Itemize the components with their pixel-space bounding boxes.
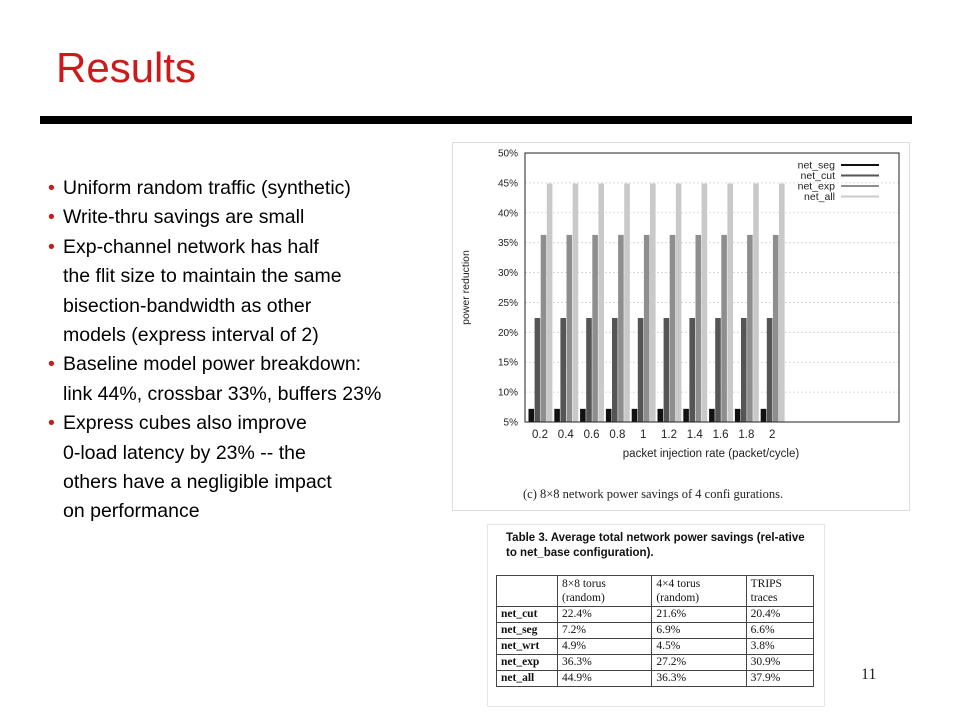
chart-canvas [453, 143, 909, 510]
slide-title: Results [56, 44, 197, 91]
bar [741, 318, 747, 422]
bar [721, 235, 727, 422]
plot-frame [525, 153, 899, 422]
power-savings-chart [452, 142, 910, 511]
bullet-dot-icon: • [48, 412, 55, 435]
bullet-line [48, 409, 468, 438]
bullet-line [48, 350, 468, 379]
bullet-list [48, 174, 468, 527]
bar [753, 183, 759, 422]
bar [573, 183, 579, 422]
bullet-text: the flit size to maintain the same [63, 265, 342, 288]
bullet-line [48, 439, 468, 468]
legend-label: net_exp [797, 180, 835, 193]
y-tick-label: 35% [497, 238, 518, 250]
bar [650, 183, 656, 422]
title-divider [40, 116, 912, 124]
bar [670, 235, 676, 422]
table-column-header: TRIPS traces [746, 576, 813, 607]
table-caption: Table 3. Average total network power savings (rel-ative to net_base configuration). [506, 532, 805, 559]
table-value-cell: 30.9% [746, 655, 813, 671]
bar [664, 318, 670, 422]
table-value-cell: 6.6% [746, 623, 813, 639]
bar [554, 409, 560, 422]
bar [644, 235, 650, 422]
y-tick-label: 25% [497, 297, 518, 309]
x-tick-label: 1.6 [712, 429, 729, 441]
bar [535, 318, 541, 422]
bullet-dot-icon: • [48, 353, 55, 376]
bar [676, 183, 682, 422]
table-value-cell: 22.4% [558, 607, 652, 623]
bar [747, 235, 753, 422]
bullet-dot-icon: • [48, 235, 55, 258]
bar [735, 409, 741, 422]
bar [632, 409, 638, 422]
bar [689, 318, 695, 422]
bullet-line [48, 321, 468, 350]
x-tick-label: 2 [768, 429, 776, 441]
table-value-cell: 36.3% [558, 655, 652, 671]
bar [727, 183, 733, 422]
table-column-header: 4×4 torus (random) [652, 576, 746, 607]
legend-label: net_seg [797, 159, 835, 172]
y-tick-label: 10% [497, 387, 518, 399]
bar [779, 183, 785, 422]
bullet-text: bisection-bandwidth as other [63, 294, 312, 317]
table-value-cell: 3.8% [746, 639, 813, 655]
table-value-cell: 7.2% [558, 623, 652, 639]
bar [598, 183, 604, 422]
bar [696, 235, 702, 422]
page-number: 11 [861, 666, 877, 683]
bar [683, 409, 689, 422]
legend-label: net_all [804, 191, 835, 203]
bar [624, 183, 630, 422]
table-value-cell: 36.3% [652, 671, 746, 687]
results-table-figure [487, 524, 825, 707]
bullet-line [48, 233, 468, 262]
bar [767, 318, 773, 422]
bullet-line [48, 380, 468, 409]
bullet-text: Write-thru savings are small [63, 206, 305, 229]
legend-label: net_cut [800, 170, 835, 182]
x-tick-label: 1.4 [686, 429, 703, 441]
x-tick-label: 0.6 [583, 429, 600, 441]
bar [618, 235, 624, 422]
y-tick-label: 50% [497, 148, 518, 160]
table-value-cell: 27.2% [652, 655, 746, 671]
table-config-cell: net_wrt [497, 639, 558, 655]
bar [709, 409, 715, 422]
table-value-cell: 4.5% [652, 639, 746, 655]
table-value-cell: 4.9% [558, 639, 652, 655]
bar [606, 409, 612, 422]
bar [773, 235, 779, 422]
bar [586, 318, 592, 422]
table-row [497, 607, 814, 623]
bar [702, 183, 708, 422]
bullet-dot-icon: • [48, 206, 55, 229]
x-axis-label: packet injection rate (packet/cycle) [622, 448, 800, 460]
table-row [497, 655, 814, 671]
table-row [497, 639, 814, 655]
table-value-cell: 20.4% [746, 607, 813, 623]
x-tick-label: 0.2 [532, 429, 548, 441]
y-tick-label: 20% [497, 327, 518, 339]
bullet-text: models (express interval of 2) [63, 324, 319, 347]
bar [541, 235, 547, 422]
table-value-cell: 37.9% [746, 671, 813, 687]
bullet-text: Uniform random traffic (synthetic) [63, 177, 351, 199]
chart-caption: (c) 8×8 network power savings of 4 confi gurations. [523, 487, 784, 501]
bullet-line [48, 497, 468, 526]
bullet-text: link 44%, crossbar 33%, buffers 23% [63, 382, 382, 405]
x-tick-label: 0.4 [557, 429, 574, 441]
bullet-text: 0-load latency by 23% -- the [63, 441, 306, 464]
bullet-text: Express cubes also improve [63, 412, 307, 435]
bullet-text: others have a negligible impact [63, 471, 332, 494]
bullet-text: on performance [63, 500, 200, 523]
bullet-dot-icon: • [48, 177, 55, 199]
bullet-line [48, 292, 468, 321]
table-config-cell: net_seg [497, 623, 558, 639]
power-savings-table [496, 575, 814, 687]
table-value-cell: 21.6% [652, 607, 746, 623]
y-tick-label: 45% [497, 178, 518, 190]
bullet-line [48, 203, 468, 232]
table-row [497, 671, 814, 687]
bar [761, 409, 767, 422]
table-config-cell: net_all [497, 671, 558, 687]
bar [529, 409, 535, 422]
bar [658, 409, 664, 422]
x-tick-label: 1.2 [661, 429, 677, 441]
bar [592, 235, 598, 422]
bar [560, 318, 566, 422]
table-row [497, 623, 814, 639]
bullet-text: Exp-channel network has half [63, 235, 319, 258]
table-config-cell: net_cut [497, 607, 558, 623]
table-value-cell: 6.9% [652, 623, 746, 639]
y-tick-label: 30% [497, 268, 518, 280]
table-value-cell: 44.9% [558, 671, 652, 687]
table-config-cell: net_exp [497, 655, 558, 671]
x-tick-label: 1.8 [738, 429, 755, 441]
x-tick-label: 1 [639, 429, 647, 441]
table-column-header: 8×8 torus (random) [558, 576, 652, 607]
bar [612, 318, 618, 422]
table-header-row [497, 576, 814, 607]
table-corner-cell [497, 576, 558, 607]
bar [715, 318, 721, 422]
bar [547, 183, 553, 422]
bar [567, 235, 573, 422]
bullet-line [48, 262, 468, 291]
y-tick-label: 5% [503, 417, 518, 429]
bullet-line [48, 174, 468, 203]
y-tick-label: 40% [497, 208, 518, 220]
bullet-line [48, 468, 468, 497]
y-axis-label: power reduction [460, 250, 472, 325]
bullet-text: Baseline model power breakdown: [63, 353, 362, 376]
bar [580, 409, 586, 422]
x-tick-label: 0.8 [609, 429, 626, 441]
bar [638, 318, 644, 422]
y-tick-label: 15% [497, 357, 518, 369]
